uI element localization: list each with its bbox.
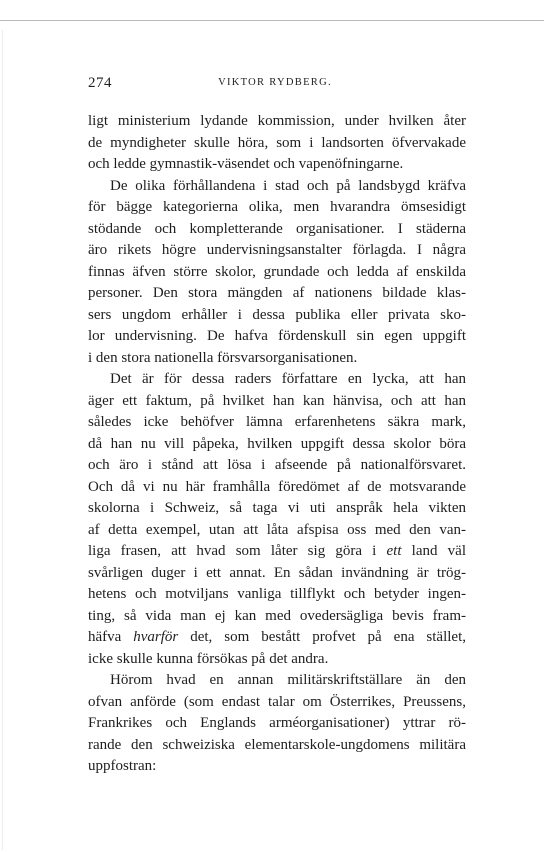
page-number: 274 xyxy=(88,75,112,91)
text-line: äger ett faktum, på hvilket han kan hänvisa, och att han xyxy=(88,392,466,409)
text-line: uppfostran: xyxy=(88,758,157,774)
text-line: Frankrikes och Englands arméorganisationer) yttrar rö- xyxy=(88,715,466,731)
text-line: äro rikets högre undervisningsanstalter förlagda. I några xyxy=(88,242,466,258)
text-line: för bägge kategorierna olika, men hvarandra ömsesidigt xyxy=(88,199,466,215)
running-head: VIKTOR RYDBERG. xyxy=(218,77,332,88)
text-line: personer. Den stora mängden af nationens bildade klas- xyxy=(88,285,466,301)
text-line: stödande och kompletterande organisationer. I städerna xyxy=(88,220,466,237)
text-line: liga frasen, att hvad som låter sig göra i ett land väl xyxy=(88,543,466,559)
text-line: lor undervisning. De hafva fördenskull sin egen uppgift xyxy=(88,328,466,344)
top-rule xyxy=(0,20,544,21)
body-text xyxy=(88,111,466,778)
text-line: Och då vi nu här framhålla föredömet af de motsvarande xyxy=(88,478,466,495)
text-line: ofvan anförde (som endast talar om Österrikes, Preussens, xyxy=(88,693,466,710)
text-line: och äro i stånd att lösa i afseende på nationalförsvaret. xyxy=(88,457,466,473)
text-line: häfva hvarför det, som bestått profvet på ena stället, xyxy=(88,629,466,645)
emphasis: hvarför xyxy=(133,629,179,645)
emphasis: ett xyxy=(386,543,402,559)
text-line: hetens och motviljans vanliga tillflykt och betyder ingen- xyxy=(88,586,466,602)
text-line: i den stora nationella försvarsorganisationen. xyxy=(88,349,358,366)
text-line: skolorna i Schweiz, så taga vi uti anspråk hela vikten xyxy=(88,500,466,516)
text-line: De olika förhållandena i stad och på landsbygd kräfva xyxy=(110,177,466,194)
text-line: ting, så vida man ej kan med ovedersägliga bevis fram- xyxy=(88,607,466,624)
text-line: och ledde gymnastik-väsendet och vapenöfningarne. xyxy=(88,156,404,172)
text-line: icke skulle kunna försökas på det andra. xyxy=(88,650,329,667)
text-line: då han nu vill påpeka, hvilken uppgift dessa skolor böra xyxy=(88,435,466,452)
text-line: ligt ministerium lydande kommission, under hvilken åter xyxy=(88,113,466,129)
text-line: sers ungdom erhåller i dessa publika eller privata sko- xyxy=(88,306,466,323)
page-header xyxy=(88,75,462,95)
text-line: af detta exempel, utan att låta afspisa oss med den van- xyxy=(88,521,466,538)
text-line: rande den schweiziska elementarskole-ungdomens militära xyxy=(88,736,466,753)
text-line: de myndigheter skulle höra, som i landsorten öfvervakade xyxy=(88,134,466,151)
text-line: Det är för dessa raders författare en lycka, att han xyxy=(110,371,466,387)
text-line: svårligen duger i ett annat. En sådan invändning är trög- xyxy=(88,564,466,581)
page-edge xyxy=(2,30,3,850)
text-line: således icke behöfver lämna erfarenhetens säkra mark, xyxy=(88,414,466,430)
text-line: Hörom hvad en annan militärskriftställare än den xyxy=(110,672,466,688)
text-line: finnas äfven större skolor, grundade och ledda af enskilda xyxy=(88,263,466,280)
